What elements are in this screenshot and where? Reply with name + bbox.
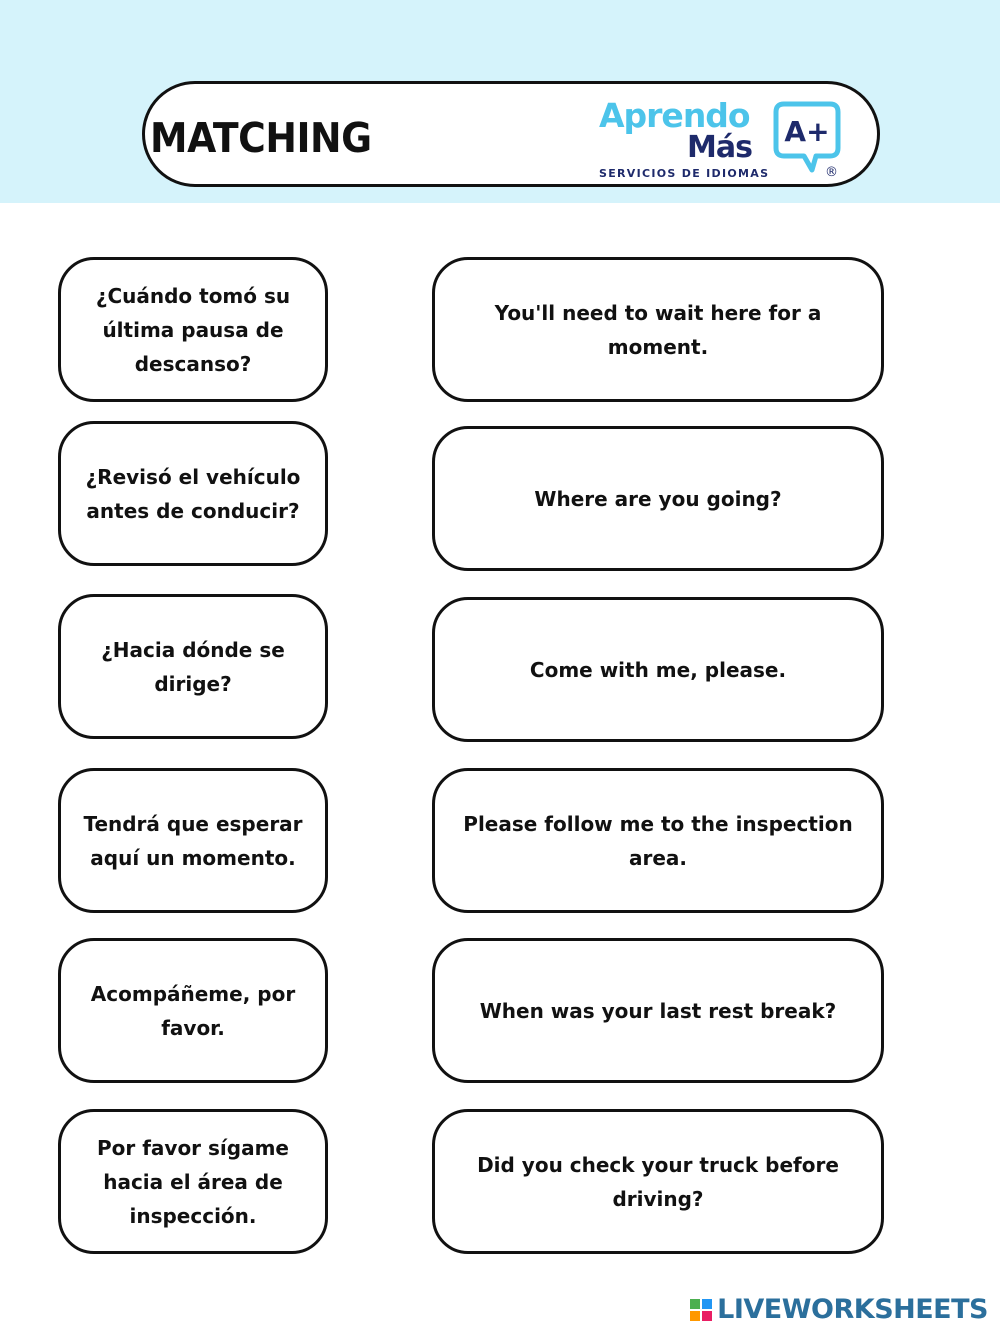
left-card-5[interactable] (58, 938, 328, 1083)
logo-word-mas: Más (687, 130, 752, 165)
left-card-6[interactable] (58, 1109, 328, 1254)
right-card-text: Come with me, please. (529, 657, 787, 682)
registered-mark: ® (825, 165, 838, 180)
header-box (142, 81, 880, 187)
left-card-text: Acompáñeme, por favor. (90, 981, 296, 1040)
left-card-2[interactable] (58, 421, 328, 566)
logo-word-aprendo: Aprendo (599, 96, 750, 135)
left-card-text: Tendrá que esperar aquí un momento. (83, 811, 303, 870)
logo-badge-text: A+ (784, 115, 830, 148)
left-card-3[interactable] (58, 594, 328, 739)
right-card-2[interactable] (432, 426, 884, 571)
right-card-6[interactable] (432, 1109, 884, 1254)
liveworksheets-brand[interactable] (689, 1294, 988, 1325)
right-card-4[interactable] (432, 768, 884, 913)
left-card-text: Por favor sígame hacia el área de inspección. (96, 1135, 289, 1228)
left-card-1[interactable] (58, 257, 328, 402)
right-card-text: Did you check your truck before driving? (477, 1152, 839, 1211)
aprendo-mas-logo (597, 94, 857, 186)
right-card-3[interactable] (432, 597, 884, 742)
logo-subtitle: SERVICIOS DE IDIOMAS (599, 167, 770, 180)
right-card-text: When was your last rest break? (479, 998, 837, 1023)
liveworksheets-logo-icon (689, 1298, 713, 1322)
right-card-1[interactable] (432, 257, 884, 402)
left-card-text: ¿Hacia dónde se dirige? (101, 637, 285, 696)
footer-brand-text: LIVEWORKSHEETS (717, 1294, 988, 1325)
right-card-5[interactable] (432, 938, 884, 1083)
right-card-text: Please follow me to the inspection area. (463, 811, 853, 870)
right-card-text: Where are you going? (534, 486, 782, 511)
left-card-text: ¿Cuándo tomó su última pausa de descanso? (95, 283, 291, 376)
page-title: MATCHING (150, 114, 372, 162)
left-card-4[interactable] (58, 768, 328, 913)
right-card-text: You'll need to wait here for a moment. (494, 300, 822, 359)
speech-bubble-icon (772, 96, 842, 176)
left-card-text: ¿Revisó el vehículo antes de conducir? (85, 464, 301, 523)
